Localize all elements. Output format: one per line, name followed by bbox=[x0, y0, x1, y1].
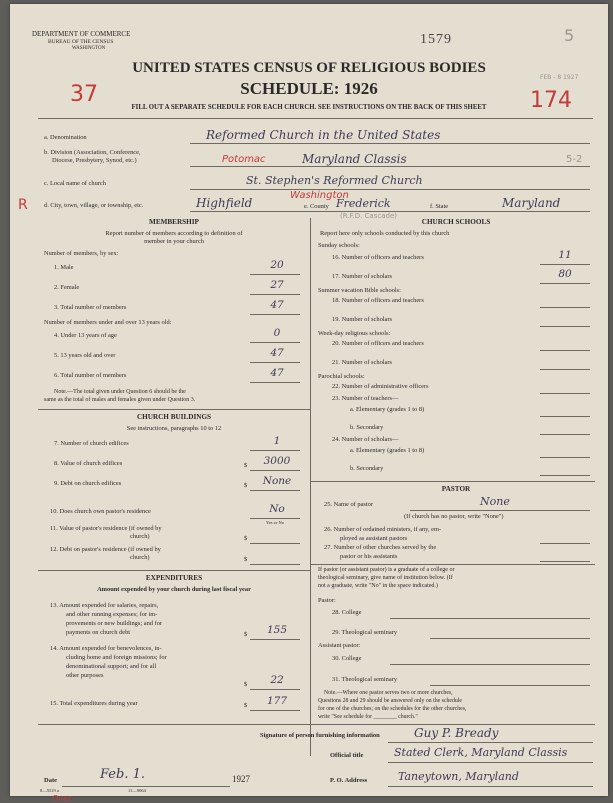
corner-mark: 5 bbox=[564, 26, 575, 45]
official-title-line bbox=[388, 762, 593, 763]
q10-value: No bbox=[269, 503, 285, 515]
pastor-rule bbox=[310, 564, 595, 565]
city-red-note: Washington bbox=[290, 190, 349, 201]
q13-line bbox=[250, 639, 300, 640]
grad-note-2: theological seminary, give name of institution below. (If bbox=[318, 575, 453, 581]
parochial-label: Parochial schools: bbox=[318, 373, 365, 380]
date-label: Date bbox=[44, 777, 57, 784]
q13-value: 155 bbox=[266, 624, 288, 636]
q13-label-1: 13. Amount expended for salaries, repairs, bbox=[50, 602, 159, 609]
q31-line bbox=[430, 685, 590, 686]
official-title-label: Official title bbox=[330, 752, 364, 759]
division-label-2: Diocese, Presbytery, Synod, etc.) bbox=[52, 157, 137, 164]
q23-label: 23. Number of teachers— bbox=[332, 395, 399, 402]
q26-label-1: 26. Number of ordained ministers, if any, em- bbox=[324, 526, 442, 533]
q22-label: 22. Number of administrative officers bbox=[332, 383, 429, 390]
q9-line bbox=[250, 490, 300, 491]
q20-label: 20. Number of officers and teachers bbox=[332, 340, 424, 347]
form-number-2: 11—9064 bbox=[128, 788, 146, 793]
census-form-sheet bbox=[10, 4, 608, 803]
schools-rule bbox=[310, 481, 595, 482]
q15-line bbox=[250, 710, 300, 711]
bureau-label: BUREAU OF THE CENSUS bbox=[48, 39, 114, 45]
po-address-label: P. O. Address bbox=[330, 777, 368, 784]
q12-dollar: $ bbox=[244, 556, 248, 563]
q2-value: 27 bbox=[270, 279, 284, 291]
city-label: WASHINGTON bbox=[72, 46, 106, 51]
state-label: f. State bbox=[430, 203, 449, 210]
footer-rule bbox=[38, 724, 595, 725]
expenditures-title: EXPENDITURES bbox=[145, 574, 203, 582]
pastor-title: PASTOR bbox=[441, 485, 471, 493]
q6-label: 6. Total number of members bbox=[54, 372, 127, 379]
buildings-sub: See instructions, paragraphs 10 to 12 bbox=[126, 425, 222, 432]
city-pencil-note: (R.F.D. Cascade) bbox=[340, 212, 397, 220]
membership-note-1: Note.—The total given under Question 6 should be the bbox=[54, 389, 186, 395]
date-line bbox=[62, 786, 230, 787]
q23a-line bbox=[540, 416, 590, 417]
signature-label: Signature of person furnishing information bbox=[260, 732, 380, 739]
q17-line bbox=[540, 283, 590, 284]
q21-line bbox=[540, 369, 590, 370]
division-red-note: Potomac bbox=[222, 154, 266, 165]
q12-line bbox=[250, 564, 300, 565]
signature-value: Guy P. Bready bbox=[414, 726, 499, 740]
q9-value: None bbox=[262, 475, 292, 487]
denomination-line bbox=[190, 143, 590, 144]
buildings-title: CHURCH BUILDINGS bbox=[136, 413, 212, 421]
q19-label: 19. Number of scholars bbox=[332, 316, 392, 323]
q25-note: (If church has no pastor, write "None") bbox=[404, 513, 504, 520]
q18-label: 18. Number of officers and teachers bbox=[332, 297, 424, 304]
q3-line bbox=[250, 314, 300, 315]
by-age-label: Number of members under and over 13 years old: bbox=[44, 319, 172, 326]
q8-line bbox=[250, 470, 300, 471]
q6-line bbox=[250, 382, 300, 383]
q3-label: 3. Total number of members bbox=[54, 304, 127, 311]
q13-label-3: provements or new buildings; and for bbox=[66, 620, 163, 627]
q8-label: 8. Value of church edifices bbox=[54, 460, 123, 467]
membership-note-2: same as the total of males and females given under Question 3. bbox=[44, 397, 196, 403]
q12-label-2: church) bbox=[130, 554, 150, 561]
q7-line bbox=[250, 450, 300, 451]
membership-intro-2: member in your church bbox=[144, 238, 204, 245]
membership-intro-1: Report number of members according to definition of bbox=[105, 230, 243, 237]
schedule-title: SCHEDULE: 1926 bbox=[240, 79, 378, 98]
summer-label: Summer vacation Bible schools: bbox=[318, 287, 401, 294]
pastor-note-2: Questions 28 and 29 should be answered only on the schedule bbox=[318, 698, 462, 704]
q23b-label: b. Secondary bbox=[350, 424, 384, 431]
membership-rule bbox=[38, 409, 310, 410]
q27-line bbox=[540, 561, 590, 562]
city-field-label: d. City, town, village, or township, etc. bbox=[44, 202, 144, 209]
pastor-note-1: Note.—Where one pastor serves two or more churches, bbox=[324, 690, 453, 696]
q2-label: 2. Female bbox=[54, 284, 80, 291]
church-name-value: St. Stephen's Reformed Church bbox=[246, 174, 423, 187]
q29-line bbox=[430, 638, 590, 639]
date-value: Feb. 1. bbox=[100, 767, 145, 782]
q19-line bbox=[540, 326, 590, 327]
q5-label: 5. 13 years old and over bbox=[54, 352, 116, 359]
q28-label: 28. College bbox=[332, 609, 362, 616]
q7-value: 1 bbox=[273, 435, 281, 447]
q15-label: 15. Total expenditures during year bbox=[50, 700, 138, 707]
denomination-label: a. Denomination bbox=[44, 134, 87, 141]
q28-line bbox=[390, 618, 590, 619]
q6-value: 47 bbox=[270, 367, 284, 379]
q16-line bbox=[540, 264, 590, 265]
buildings-rule bbox=[38, 570, 310, 571]
county-value: Frederick bbox=[336, 197, 391, 210]
q24a-label: a. Elementary (grades 1 to 8) bbox=[350, 447, 425, 454]
denomination-value: Reformed Church in the United States bbox=[206, 128, 441, 142]
official-title-value: Stated Clerk, Maryland Classis bbox=[394, 746, 568, 759]
q25-value: None bbox=[480, 495, 510, 508]
expenditures-sub: Amount expended by your church during last fiscal year bbox=[97, 586, 251, 593]
red-number-left: 37 bbox=[70, 82, 98, 107]
q1-value: 20 bbox=[270, 259, 284, 271]
form-title: UNITED STATES CENSUS OF RELIGIOUS BODIES bbox=[132, 60, 486, 76]
q11-line bbox=[250, 543, 300, 544]
schools-title: CHURCH SCHOOLS bbox=[421, 218, 491, 226]
division-line bbox=[190, 166, 590, 167]
yes-no-hint: Yes or No bbox=[266, 520, 285, 525]
red-number-right: 174 bbox=[530, 88, 572, 113]
grad-note-1: If pastor (or assistant pastor) is a graduate of a college or bbox=[318, 567, 455, 573]
q11-label-2: church) bbox=[130, 533, 150, 540]
q14-label-4: other purposes bbox=[66, 672, 104, 679]
signature-line bbox=[388, 742, 593, 743]
q30-line bbox=[390, 664, 590, 665]
q15-dollar: $ bbox=[244, 702, 248, 709]
q11-dollar: $ bbox=[244, 535, 248, 542]
q23a-label: a. Elementary (grades 1 to 8) bbox=[350, 406, 425, 413]
q30-label: 30. College bbox=[332, 655, 362, 662]
q14-line bbox=[250, 689, 300, 690]
q25-line bbox=[410, 510, 590, 511]
q26-line bbox=[540, 543, 590, 544]
q5-value: 47 bbox=[270, 347, 284, 359]
pastor-sub-label: Pastor: bbox=[318, 597, 336, 604]
q13-dollar: $ bbox=[244, 631, 248, 638]
grad-note-3: not a graduate, write "No" in the space indicated.) bbox=[318, 583, 438, 589]
church-name-line bbox=[190, 189, 590, 190]
serial-number: 1579 bbox=[420, 32, 452, 47]
state-value: Maryland bbox=[502, 196, 561, 210]
q8-dollar: $ bbox=[244, 462, 248, 469]
q14-label-2: cluding home and foreign missions; for bbox=[66, 654, 167, 661]
q14-dollar: $ bbox=[244, 681, 248, 688]
q17-value: 80 bbox=[558, 268, 572, 280]
q14-label-1: 14. Amount expended for benevolences, in- bbox=[50, 645, 162, 652]
q25-label: 25. Name of pastor bbox=[324, 501, 373, 508]
q16-label: 16. Number of officers and teachers bbox=[332, 254, 424, 261]
q7-label: 7. Number of church edifices bbox=[54, 440, 129, 447]
header-rule bbox=[38, 118, 593, 119]
city-value: Highfield bbox=[196, 196, 253, 210]
q24b-line bbox=[540, 475, 590, 476]
q10-line bbox=[250, 518, 300, 519]
instruction-line: FILL OUT A SEPARATE SCHEDULE FOR EACH CHURCH. SEE INSTRUCTIONS ON THE BACK OF THIS SHEET bbox=[131, 104, 487, 111]
q21-label: 21. Number of scholars bbox=[332, 359, 392, 366]
q27-label-2: pastor or his assistants bbox=[340, 553, 398, 560]
church-name-label: c. Local name of church bbox=[44, 180, 106, 187]
q12-label-1: 12. Debt on pastor's residence (if owned by bbox=[50, 546, 161, 553]
q29-label: 29. Theological seminary bbox=[332, 629, 398, 636]
pastor-note-4: write "See schedule for ________ church." bbox=[318, 714, 418, 720]
dept-label: DEPARTMENT OF COMMERCE bbox=[32, 30, 131, 38]
q31-label: 31. Theological seminary bbox=[332, 676, 398, 683]
red-over-note: Over bbox=[52, 794, 72, 803]
column-divider bbox=[310, 218, 311, 756]
q15-value: 177 bbox=[266, 695, 288, 707]
q4-label: 4. Under 13 years of age bbox=[54, 332, 117, 339]
membership-title: MEMBERSHIP bbox=[149, 218, 199, 226]
q26-label-2: ployed as assistant pastors bbox=[340, 535, 408, 542]
q4-value: 0 bbox=[273, 327, 281, 339]
q13-label-4: payments on church debt bbox=[66, 629, 131, 636]
po-address-value: Taneytown, Maryland bbox=[398, 770, 519, 783]
pastor-note-3: for one of the churches; on the schedules for the other churches, bbox=[318, 706, 467, 712]
q22-line bbox=[540, 393, 590, 394]
q1-label: 1. Male bbox=[54, 264, 74, 271]
q13-label-2: and other running expenses; for im- bbox=[66, 611, 158, 618]
po-address-line bbox=[388, 786, 593, 787]
q27-label-1: 27. Number of other churches served by the bbox=[324, 544, 437, 551]
q4-line bbox=[250, 342, 300, 343]
q5-line bbox=[250, 362, 300, 363]
q18-line bbox=[540, 307, 590, 308]
date-year: 1927 bbox=[232, 774, 250, 784]
q9-label: 9. Debt on church edifices bbox=[54, 480, 122, 487]
q14-value: 22 bbox=[270, 674, 284, 686]
weekday-label: Week-day religious schools: bbox=[318, 330, 391, 337]
form-number: 8—5519 a bbox=[40, 788, 59, 793]
q24-label: 24. Number of scholars— bbox=[332, 436, 399, 443]
q17-label: 17. Number of scholars bbox=[332, 273, 392, 280]
q1-line bbox=[250, 274, 300, 275]
q20-line bbox=[540, 350, 590, 351]
sunday-label: Sunday schools: bbox=[318, 242, 360, 249]
q8-value: 3000 bbox=[263, 455, 291, 467]
q10-label: 10. Does church own pastor's residence bbox=[50, 508, 151, 515]
q2-line bbox=[250, 294, 300, 295]
q9-dollar: $ bbox=[244, 482, 248, 489]
division-value: Maryland Classis bbox=[302, 152, 407, 166]
county-label: e. County bbox=[304, 203, 329, 210]
q14-label-3: denominational support; and for all bbox=[66, 663, 157, 670]
q23b-line bbox=[540, 434, 590, 435]
q24b-label: b. Secondary bbox=[350, 465, 384, 472]
q16-value: 11 bbox=[558, 249, 572, 261]
schools-intro: Report here only schools conducted by this church bbox=[320, 230, 450, 237]
division-label-1: b. Division (Association, Conference, bbox=[44, 149, 141, 156]
q3-value: 47 bbox=[270, 299, 284, 311]
date-stamp: FEB - 8 1927 bbox=[540, 74, 579, 81]
margin-r-mark: R bbox=[18, 197, 28, 213]
by-sex-label: Number of members, by sex: bbox=[44, 250, 119, 257]
q11-label-1: 11. Value of pastor's residence (if owned by bbox=[50, 525, 162, 532]
assistant-sub-label: Assistant pastor: bbox=[318, 642, 361, 649]
division-margin-note: 5-2 bbox=[566, 154, 583, 165]
q24a-line bbox=[540, 457, 590, 458]
